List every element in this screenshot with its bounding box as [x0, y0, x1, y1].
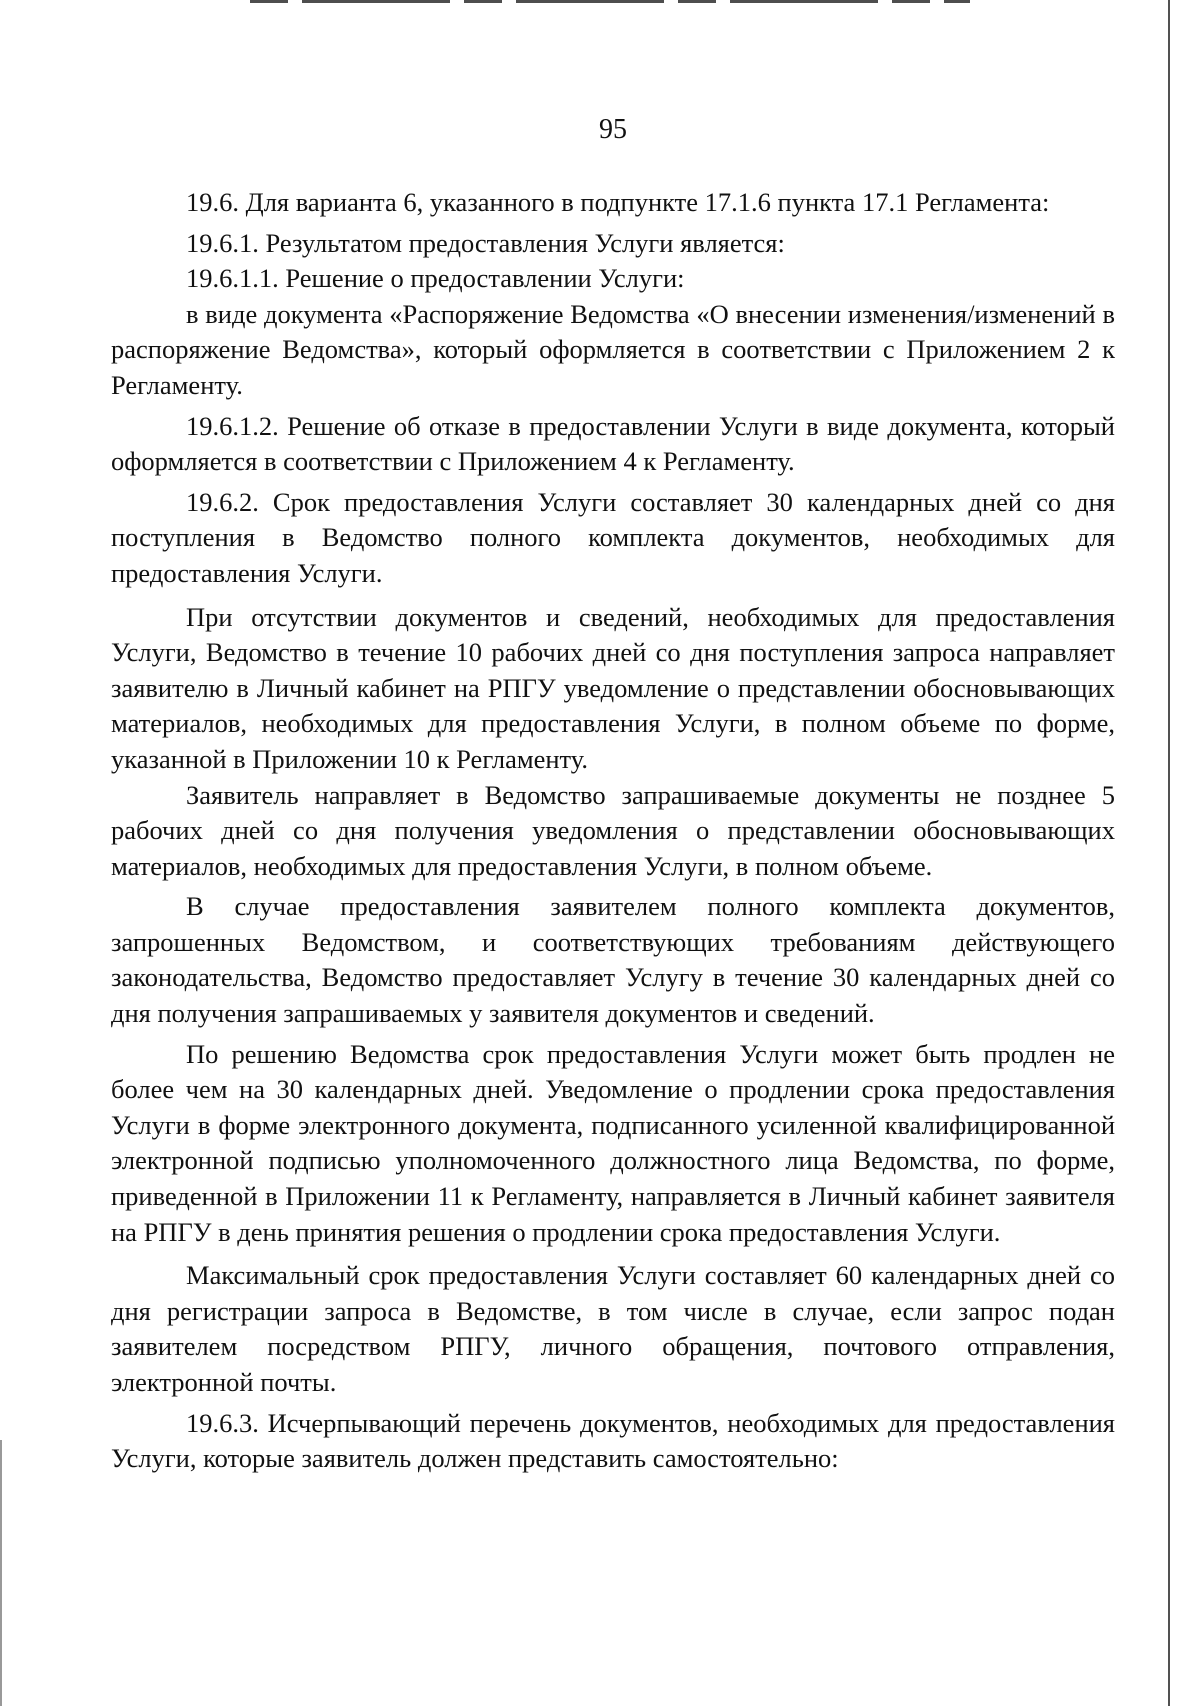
- paragraph-19-6-1: 19.6.1. Результатом предоставления Услуги является:: [186, 227, 785, 258]
- paragraph-19-6-1-2: 19.6.1.2. Решение об отказе в предоставлении Услуги в виде документа, который оформляется в соответствии с Приложением 4 к Регламенту.: [111, 410, 1115, 477]
- paragraph-19-6: 19.6. Для варианта 6, указанного в подпункте 17.1.6 пункта 17.1 Регламента:: [186, 187, 1050, 217]
- document-body: [111, 185, 1115, 1477]
- paragraph-19-6-2: 19.6.2. Срок предоставления Услуги составляет 30 календарных дней со дня поступления в Ведомство полного комплекта документов, необходимых для предоставления Услуги.: [111, 486, 1115, 588]
- paragraph-full-set-provided: В случае предоставления заявителем полного комплекта документов, запрошенных Ведомством, и соответствующих требованиям действующего законодательства, Ведомство предоставляет Услугу в течение 30 календарных дней со дня получения запрашиваемых у заявителя документов и сведений.: [111, 891, 1115, 1029]
- paragraph-missing-documents: При отсутствии документов и сведений, необходимых для предоставления Услуги, Ведомство в течение 10 рабочих дней со дня поступления запроса направляет заявителю в Личный кабинет на РПГУ уведомление о представлении обосновывающих материалов, необходимых для предоставления Услуги, в полном объеме по форме, указанной в Приложении 10 к Регламенту.: [111, 601, 1115, 774]
- paragraph-maximum-term: Максимальный срок предоставления Услуги составляет 60 календарных дней со дня регистрации запроса в Ведомстве, в том числе в случае, если запрос подан заявителем посредством РПГУ, личного обращения, почтового отправления, электронной почты.: [111, 1260, 1115, 1397]
- scan-left-edge: [0, 1440, 2, 1706]
- scan-top-edge: [250, 0, 970, 3]
- paragraph-applicant-sends: Заявитель направляет в Ведомство запрашиваемые документы не позднее 5 рабочих дней со дня получения уведомления о представлении обосновывающих материалов, необходимых для предоставления Услуги, в полном объеме.: [111, 779, 1115, 881]
- page-number: 95: [599, 114, 627, 145]
- paragraph-decision-document: в виде документа «Распоряжение Ведомства «О внесении изменения/изменений в распоряжение Ведомства», который оформляется в соответствии с Приложением 2 к Регламенту.: [111, 298, 1115, 400]
- scan-right-edge: [1168, 0, 1170, 1706]
- paragraph-19-6-3: 19.6.3. Исчерпывающий перечень документов, необходимых для предоставления Услуги, которые заявитель должен представить самостоятельно:: [111, 1407, 1115, 1474]
- paragraph-extension: По решению Ведомства срок предоставления Услуги может быть продлен не более чем на 30 календарных дней. Уведомление о продлении срока предоставления Услуги в форме электронного документа, подписанного усиленной квалифицированной электронной подписью уполномоченного должностного лица Ведомства, по форме, приведенной в Приложении 11 к Регламенту, направляется в Личный кабинет заявителя на РПГУ в день принятия решения о продлении срока предоставления Услуги.: [111, 1038, 1115, 1247]
- paragraph-19-6-1-1: 19.6.1.1. Решение о предоставлении Услуги:: [186, 263, 685, 294]
